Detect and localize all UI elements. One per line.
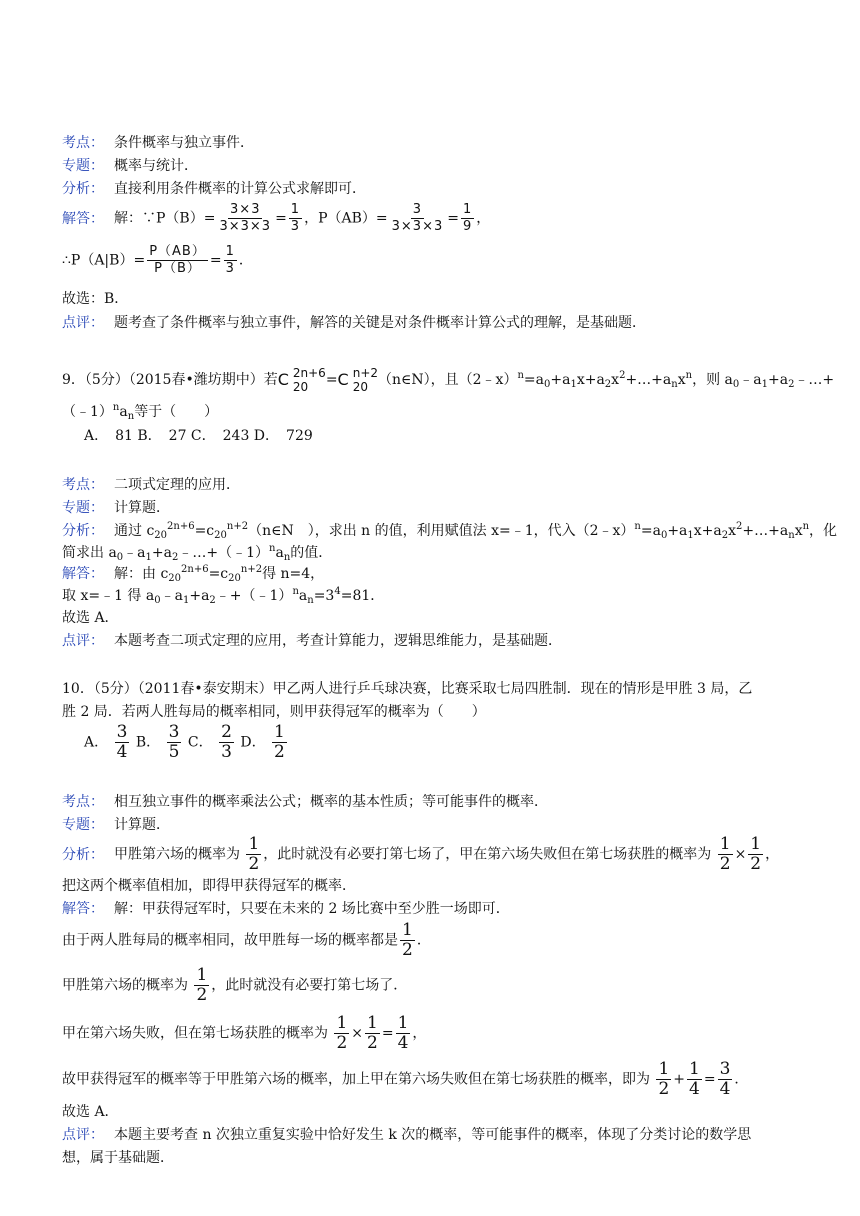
fraction: $\frac{1}{4}$ — [689, 1059, 700, 1099]
zhuanti-label: 专题： — [62, 500, 104, 516]
q9-fenxi-line2: 简求出 $a_0﹣a_1+a_2﹣\dots+(﹣1)^na_n$的值． — [62, 543, 333, 563]
q10-jieda: 解答： 解：甲获得冠军时，只要在未来的 2 场比赛中至少胜一场即可． — [62, 901, 510, 917]
fraction: $\frac{1}{9}$ — [462, 202, 473, 234]
dianping-label: 点评： — [62, 633, 104, 649]
q10-dianping: 点评： 本题主要考查 n 次独立重复实验中恰好发生 k 次的概率，等可能事件的概率，体现了分类讨论的数学思 — [62, 1127, 752, 1143]
q9-options: A． 81 B． 27 C． 243 D． 729 — [84, 428, 313, 444]
fraction: $\frac{3}{4}$ — [116, 722, 128, 762]
q8-jieda: 解答： 解：∵P（B）= $\frac{3\times 3}{3\times 3\times 3}$ = $\frac{1}{3}$ ，P（AB）= $\frac{3}{3\times 3\times 3}$ = $\frac{1}{9}$ ， — [62, 202, 491, 234]
fenxi-text: 直接利用条件概率的计算公式求解即可． — [114, 181, 366, 197]
fraction: $\frac{3}{4}$ — [719, 1059, 731, 1099]
q8-fenxi — [62, 182, 366, 196]
solution-text: 解：∵P（B）= — [114, 210, 216, 227]
fraction: $\frac{1}{4}$ — [397, 1013, 409, 1053]
q9-jieda: 解答： 解：由 $c_{20}^{2n+6}=c_{20}^{n+2}$得 n=4， — [62, 564, 325, 584]
q8-therefore: ∴P（A|B）= $\frac{P(AB)}{P(B)}$ = $\frac{1}{3}$ ． — [62, 244, 253, 276]
therefore-text: ∴P（A|B）= — [62, 252, 146, 269]
fenxi-label: 分析： — [62, 846, 104, 863]
kaodian-label: 考点： — [62, 794, 104, 810]
kaodian-text: 条件概率与独立事件． — [114, 135, 254, 151]
jieda-label: 解答： — [62, 901, 104, 917]
fraction: $\frac{P(AB)}{P(B)}$ — [149, 244, 206, 276]
q8-dianping — [62, 316, 646, 330]
fraction: $\frac{1}{3}$ — [225, 244, 235, 276]
q10-zhuanti: 专题： 计算题． — [62, 817, 170, 833]
combination: C n+2 20 — [337, 366, 379, 394]
fraction: $\frac{1}{3}$ — [290, 202, 301, 234]
q9-dianping: 点评： 本题考查二项式定理的应用，考查计算能力，逻辑思维能力，是基础题． — [62, 633, 562, 649]
q10-stem-line2: 胜 2 局．若两人胜每局的概率相同，则甲获得冠军的概率为（ ） — [62, 704, 486, 720]
q10-choice: 故选 A． — [62, 1104, 119, 1120]
option-b: B． $\frac{3}{5}$ — [135, 722, 180, 762]
q9-zhuanti: 专题： 计算题． — [62, 500, 170, 516]
q10-dianping-line2: 想，属于基础题． — [62, 1150, 174, 1166]
q10-options — [84, 723, 289, 762]
q9-stem-line2: $(﹣1)^na_n$等于（ ） — [62, 402, 219, 422]
kaodian-label: 考点： — [62, 135, 104, 151]
q10-kaodian: 考点： 相互独立事件的概率乘法公式；概率的基本性质；等可能事件的概率． — [62, 794, 548, 810]
dianping-text: 题考查了条件概率与独立事件，解答的关键是对条件概率计算公式的理解，是基础题． — [114, 315, 646, 331]
q10-step1: 由于两人胜每局的概率相同，故甲胜每一场的概率都是 $\frac{1}{2}$ ． — [62, 920, 431, 960]
fraction: $\frac{3}{5}$ — [168, 722, 180, 762]
fraction: $\frac{1}{2}$ — [336, 1013, 348, 1053]
q8-kaodian — [62, 136, 254, 150]
q9-qu: 取 x=﹣1 得 $a_0﹣a_1+a_2﹣+(﹣1)^na_n=3^4=81$． — [62, 586, 385, 606]
q10-step4: 故甲获得冠军的概率等于甲胜第六场的概率，加上甲在第六场失败但在第七场获胜的概率，即为 $\frac{1}{2}$ + $\frac{1}{4}$ = $\frac{3}{4}$ ． — [62, 1059, 749, 1099]
combination: C 2n+6 20 — [277, 366, 326, 394]
fraction: $\frac{3}{3\times 3\times 3}$ — [391, 202, 444, 234]
q9-fenxi: 分析： 通过 $c_{20}^{2n+6}=c_{20}^{n+2}(n\in N$ ），求出 n 的值，利用赋值法 x=﹣1，代入$(2﹣x)^n=a_0+a_1x+a_2x^2+\dots+a_nx^n$，化 — [62, 521, 838, 541]
q9-kaodian: 考点： 二项式定理的应用． — [62, 477, 240, 493]
fraction: $\frac{1}{2}$ — [367, 1013, 378, 1053]
q8-choice: 故选：B． — [62, 291, 129, 307]
fraction: $\frac{1}{2}$ — [196, 965, 208, 1005]
q9-choice: 故选 A． — [62, 610, 119, 626]
fenxi-label: 分析： — [62, 523, 104, 539]
fraction: $\frac{1}{2}$ — [248, 834, 260, 874]
dianping-label: 点评： — [62, 1127, 104, 1143]
jieda-label: 解答： — [62, 210, 104, 227]
q10-step3: 甲在第六场失败，但在第七场获胜的概率为 $\frac{1}{2}$ × $\frac{1}{2}$ = $\frac{1}{4}$ ， — [62, 1013, 427, 1053]
dianping-label: 点评： — [62, 315, 104, 331]
option-d: D． $\frac{1}{2}$ — [240, 722, 285, 762]
q8-zhuanti — [62, 159, 198, 173]
q10-fenxi-line2: 把这两个概率值相加，即得甲获得冠军的概率． — [62, 878, 356, 894]
zhuanti-label: 专题： — [62, 158, 104, 174]
fraction: $\frac{1}{2}$ — [658, 1059, 670, 1099]
fenxi-label: 分析： — [62, 181, 104, 197]
zhuanti-text: 概率与统计． — [114, 158, 198, 174]
fraction: $\frac{1}{2}$ — [402, 920, 413, 960]
fraction: $\frac{3\times 3}{3\times 3\times 3}$ — [219, 202, 272, 234]
q9-stem: 9．（5分）（2015春•潍坊期中）若 C 2n+6 20 = C n+2 20 （n∈N），且$(2﹣x)^n=a_0+a_1x+a_2x^2+\dots+a_nx^n$，则 $a_0﹣a_1+a_2﹣\dots+$ — [62, 366, 835, 394]
q10-fenxi: 分析： 甲胜第六场的概率为 $\frac{1}{2}$ ，此时就没有必要打第七场了，甲在第六场失败但在第七场获胜的概率为 $\frac{1}{2}$ × $\frac{1}{2}$ ， — [62, 834, 780, 874]
option-c: C． $\frac{2}{3}$ — [187, 722, 232, 762]
fraction: $\frac{1}{2}$ — [274, 722, 285, 762]
jieda-label: 解答： — [62, 566, 104, 582]
fraction: $\frac{2}{3}$ — [221, 722, 232, 762]
q10-stem: 10．（5分）（2011春•泰安期末）甲乙两人进行乒乓球决赛，比赛采取七局四胜制．现在的情形是甲胜 3 局，乙 — [62, 681, 753, 697]
zhuanti-label: 专题： — [62, 817, 104, 833]
q10-step2: 甲胜第六场的概率为 $\frac{1}{2}$ ，此时就没有必要打第七场了． — [62, 965, 408, 1005]
fraction: $\frac{1}{2}$ — [750, 834, 762, 874]
option-a: A． $\frac{3}{4}$ — [84, 722, 128, 762]
fraction: $\frac{1}{2}$ — [719, 834, 731, 874]
kaodian-label: 考点： — [62, 477, 104, 493]
